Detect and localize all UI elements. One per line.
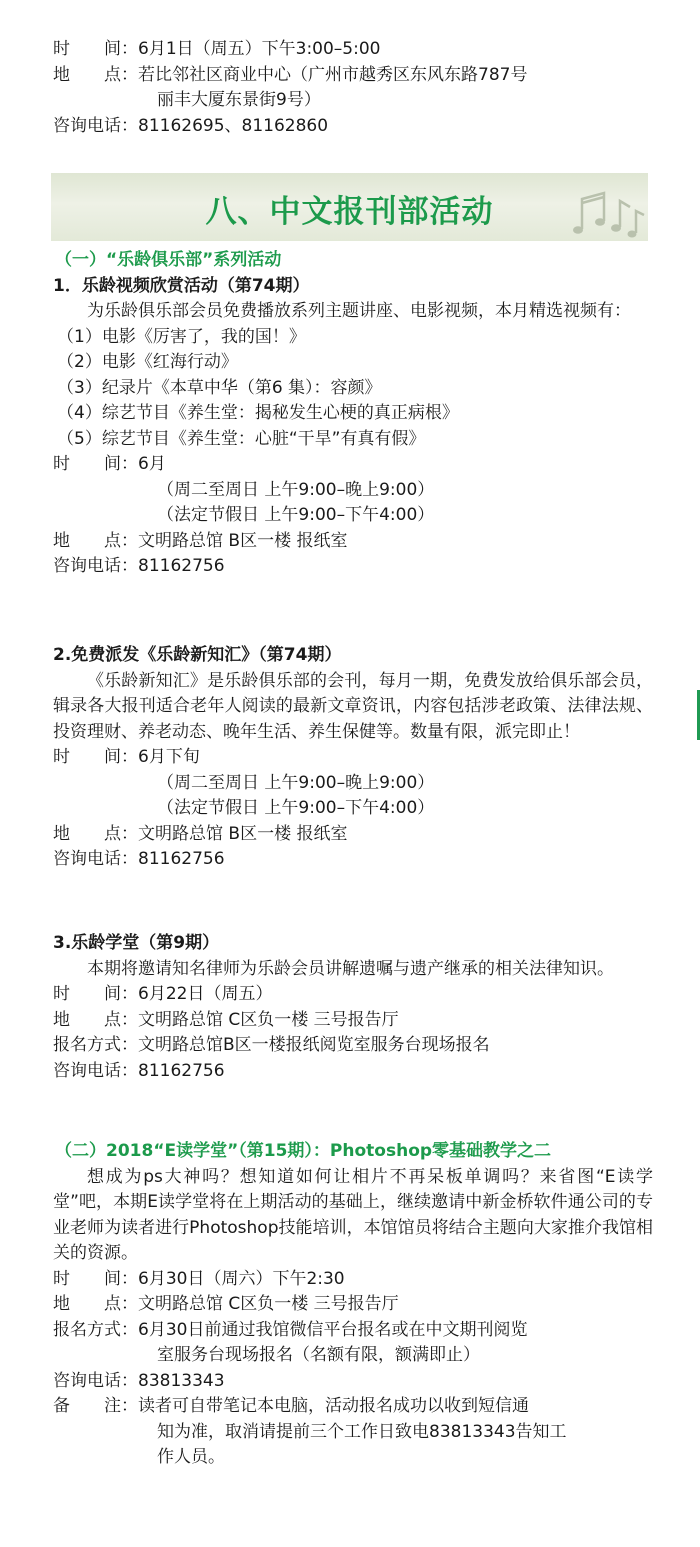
info-value: 6月下旬 — [138, 747, 200, 767]
list-item: （3）纪录片《本草中华（第6 集）：容颜》 — [57, 377, 382, 398]
list-item: （5）综艺节目《养生堂：心脏“干旱”有真有假》 — [57, 428, 426, 449]
info-label: 咨询电话： — [53, 1370, 138, 1391]
list-item: （2）电影《红海行动》 — [57, 352, 238, 372]
info-label: 咨询电话： — [53, 1060, 138, 1081]
info-value-continued: 知为准，取消请提前三个工作日致电83813343告知工 — [157, 1421, 567, 1442]
info-value: 81162756 — [138, 849, 225, 869]
info-row-time — [53, 745, 653, 771]
info-label: 咨询电话： — [53, 556, 138, 576]
info-row-time — [53, 982, 653, 1008]
info-row-place — [53, 1008, 653, 1034]
info-row-phone — [53, 554, 653, 580]
info-value: 81162695、81162860 — [138, 115, 329, 136]
info-row-time — [53, 1267, 653, 1293]
info-value: 6月1日（周五）下午3:00–5:00 — [138, 39, 381, 59]
subsection-heading: （一）“乐龄俱乐部”系列活动 — [55, 250, 282, 270]
activity-title: 3.乐龄学堂（第9期） — [53, 933, 220, 953]
info-value: 6月30日前通过我馆微信平台报名或在中文期刊阅览 — [138, 1319, 528, 1340]
info-label: 时 间： — [53, 39, 138, 59]
activity-title: 1．乐龄视频欣赏活动（第74期） — [53, 275, 310, 296]
info-label: 时 间： — [53, 454, 138, 474]
info-label: 时 间： — [53, 984, 138, 1004]
info-label: 咨询电话： — [53, 115, 138, 136]
info-label: 时 间： — [53, 747, 138, 767]
info-row-phone — [53, 1059, 653, 1085]
info-row-note — [53, 1394, 653, 1420]
activity-intro: 本期将邀请知名律师为乐龄会员讲解遗嘱与遗产继承的相关法律知识。 — [87, 958, 614, 979]
info-value-continued: 丽丰大厦东景街9号） — [157, 90, 321, 110]
info-row-phone — [53, 114, 653, 140]
info-row-signup — [53, 1033, 653, 1059]
info-label: 备 注： — [53, 1396, 138, 1416]
info-label: 地 点： — [53, 1294, 138, 1314]
info-value: 文明路总馆 B区一楼 报纸室 — [138, 823, 348, 844]
info-value: 81162756 — [138, 1060, 225, 1081]
info-row-place — [53, 1292, 653, 1318]
list-item: （4）综艺节目《养生堂：揭秘发生心梗的真正病根》 — [57, 403, 459, 423]
activity-intro: 想成为ps大神吗？想知道如何让相片不再呆板单调吗？来省图“E读学堂”吧，本期E读学堂将在上期活动的基础上，继续邀请中新金桥软件通公司的专业老师为读者进行Photoshop技能培训，本馆馆员将结合主题向大家推介我馆相关的资源。 — [53, 1166, 653, 1263]
top-event-info — [53, 37, 653, 139]
info-value-continued: 室服务台现场报名（名额有限，额满即止） — [157, 1345, 480, 1365]
section-title: 八、中文报刊部活动 — [205, 194, 494, 230]
activity-title: 2.免费派发《乐龄新知汇》（第74期） — [53, 645, 342, 665]
activity-2 — [53, 643, 653, 873]
info-value: 文明路总馆B区一楼报纸阅览室服务台现场报名 — [138, 1035, 490, 1055]
info-value: 81162756 — [138, 556, 225, 576]
info-row-signup — [53, 1318, 653, 1344]
info-row-phone — [53, 847, 653, 873]
info-row-place — [53, 529, 653, 555]
info-value: 6月30日（周六）下午2:30 — [138, 1268, 345, 1289]
info-value: 文明路总馆 B区一楼 报纸室 — [138, 530, 348, 551]
info-value: 文明路总馆 C区负一楼 三号报告厅 — [138, 1009, 399, 1030]
activity-intro: 为乐龄俱乐部会员免费播放系列主题讲座、电影视频，本月精选视频有： — [87, 301, 631, 321]
list-item: （1）电影《厉害了，我的国！》 — [57, 326, 306, 347]
info-label: 时 间： — [53, 1268, 138, 1289]
info-value-continued: （法定节假日 上午9:00–下午4:00） — [157, 798, 435, 818]
info-row-phone — [53, 1369, 653, 1395]
info-label: 地 点： — [53, 1009, 138, 1030]
activity-3 — [53, 931, 653, 1084]
info-value-continued: 作人员。 — [157, 1447, 225, 1467]
info-value: 83813343 — [138, 1370, 225, 1391]
info-label: 地 点： — [53, 64, 138, 85]
subsection-1 — [53, 248, 653, 580]
info-row-time — [53, 37, 653, 63]
info-label: 地 点： — [53, 823, 138, 844]
info-row-place — [53, 63, 653, 89]
info-label: 地 点： — [53, 530, 138, 551]
info-value: 若比邻社区商业中心（广州市越秀区东风东路787号 — [138, 64, 528, 85]
info-value: 6月22日（周五） — [138, 984, 273, 1004]
info-row-time — [53, 452, 653, 478]
info-row-place — [53, 822, 653, 848]
info-value-continued: （法定节假日 上午9:00–下午4:00） — [157, 505, 435, 525]
music-notes-icon — [568, 177, 646, 239]
info-label: 报名方式： — [53, 1319, 138, 1340]
activity-intro: 《乐龄新知汇》是乐龄俱乐部的会刊，每月一期，免费发放给俱乐部会员，辑录各大报刊适合老年人阅读的最新文章资讯，内容包括涉老政策、法律法规、投资理财、养老动态、晚年生活、养生保健等。数量有限，派完即止！ — [53, 670, 653, 742]
info-value-continued: （周二至周日 上午9:00–晚上9:00） — [157, 479, 435, 500]
info-label: 报名方式： — [53, 1035, 138, 1055]
info-value: 读者可自带笔记本电脑，活动报名成功以收到短信通 — [138, 1396, 529, 1416]
subsection-heading: （二）2018“E读学堂”（第15期）：Photoshop零基础教学之二 — [55, 1141, 552, 1161]
info-value: 6月 — [138, 454, 166, 474]
info-value: 文明路总馆 C区负一楼 三号报告厅 — [138, 1294, 399, 1314]
subsection-2 — [53, 1139, 653, 1471]
section-banner — [51, 173, 648, 241]
info-value-continued: （周二至周日 上午9:00–晚上9:00） — [157, 772, 435, 793]
info-label: 咨询电话： — [53, 849, 138, 869]
